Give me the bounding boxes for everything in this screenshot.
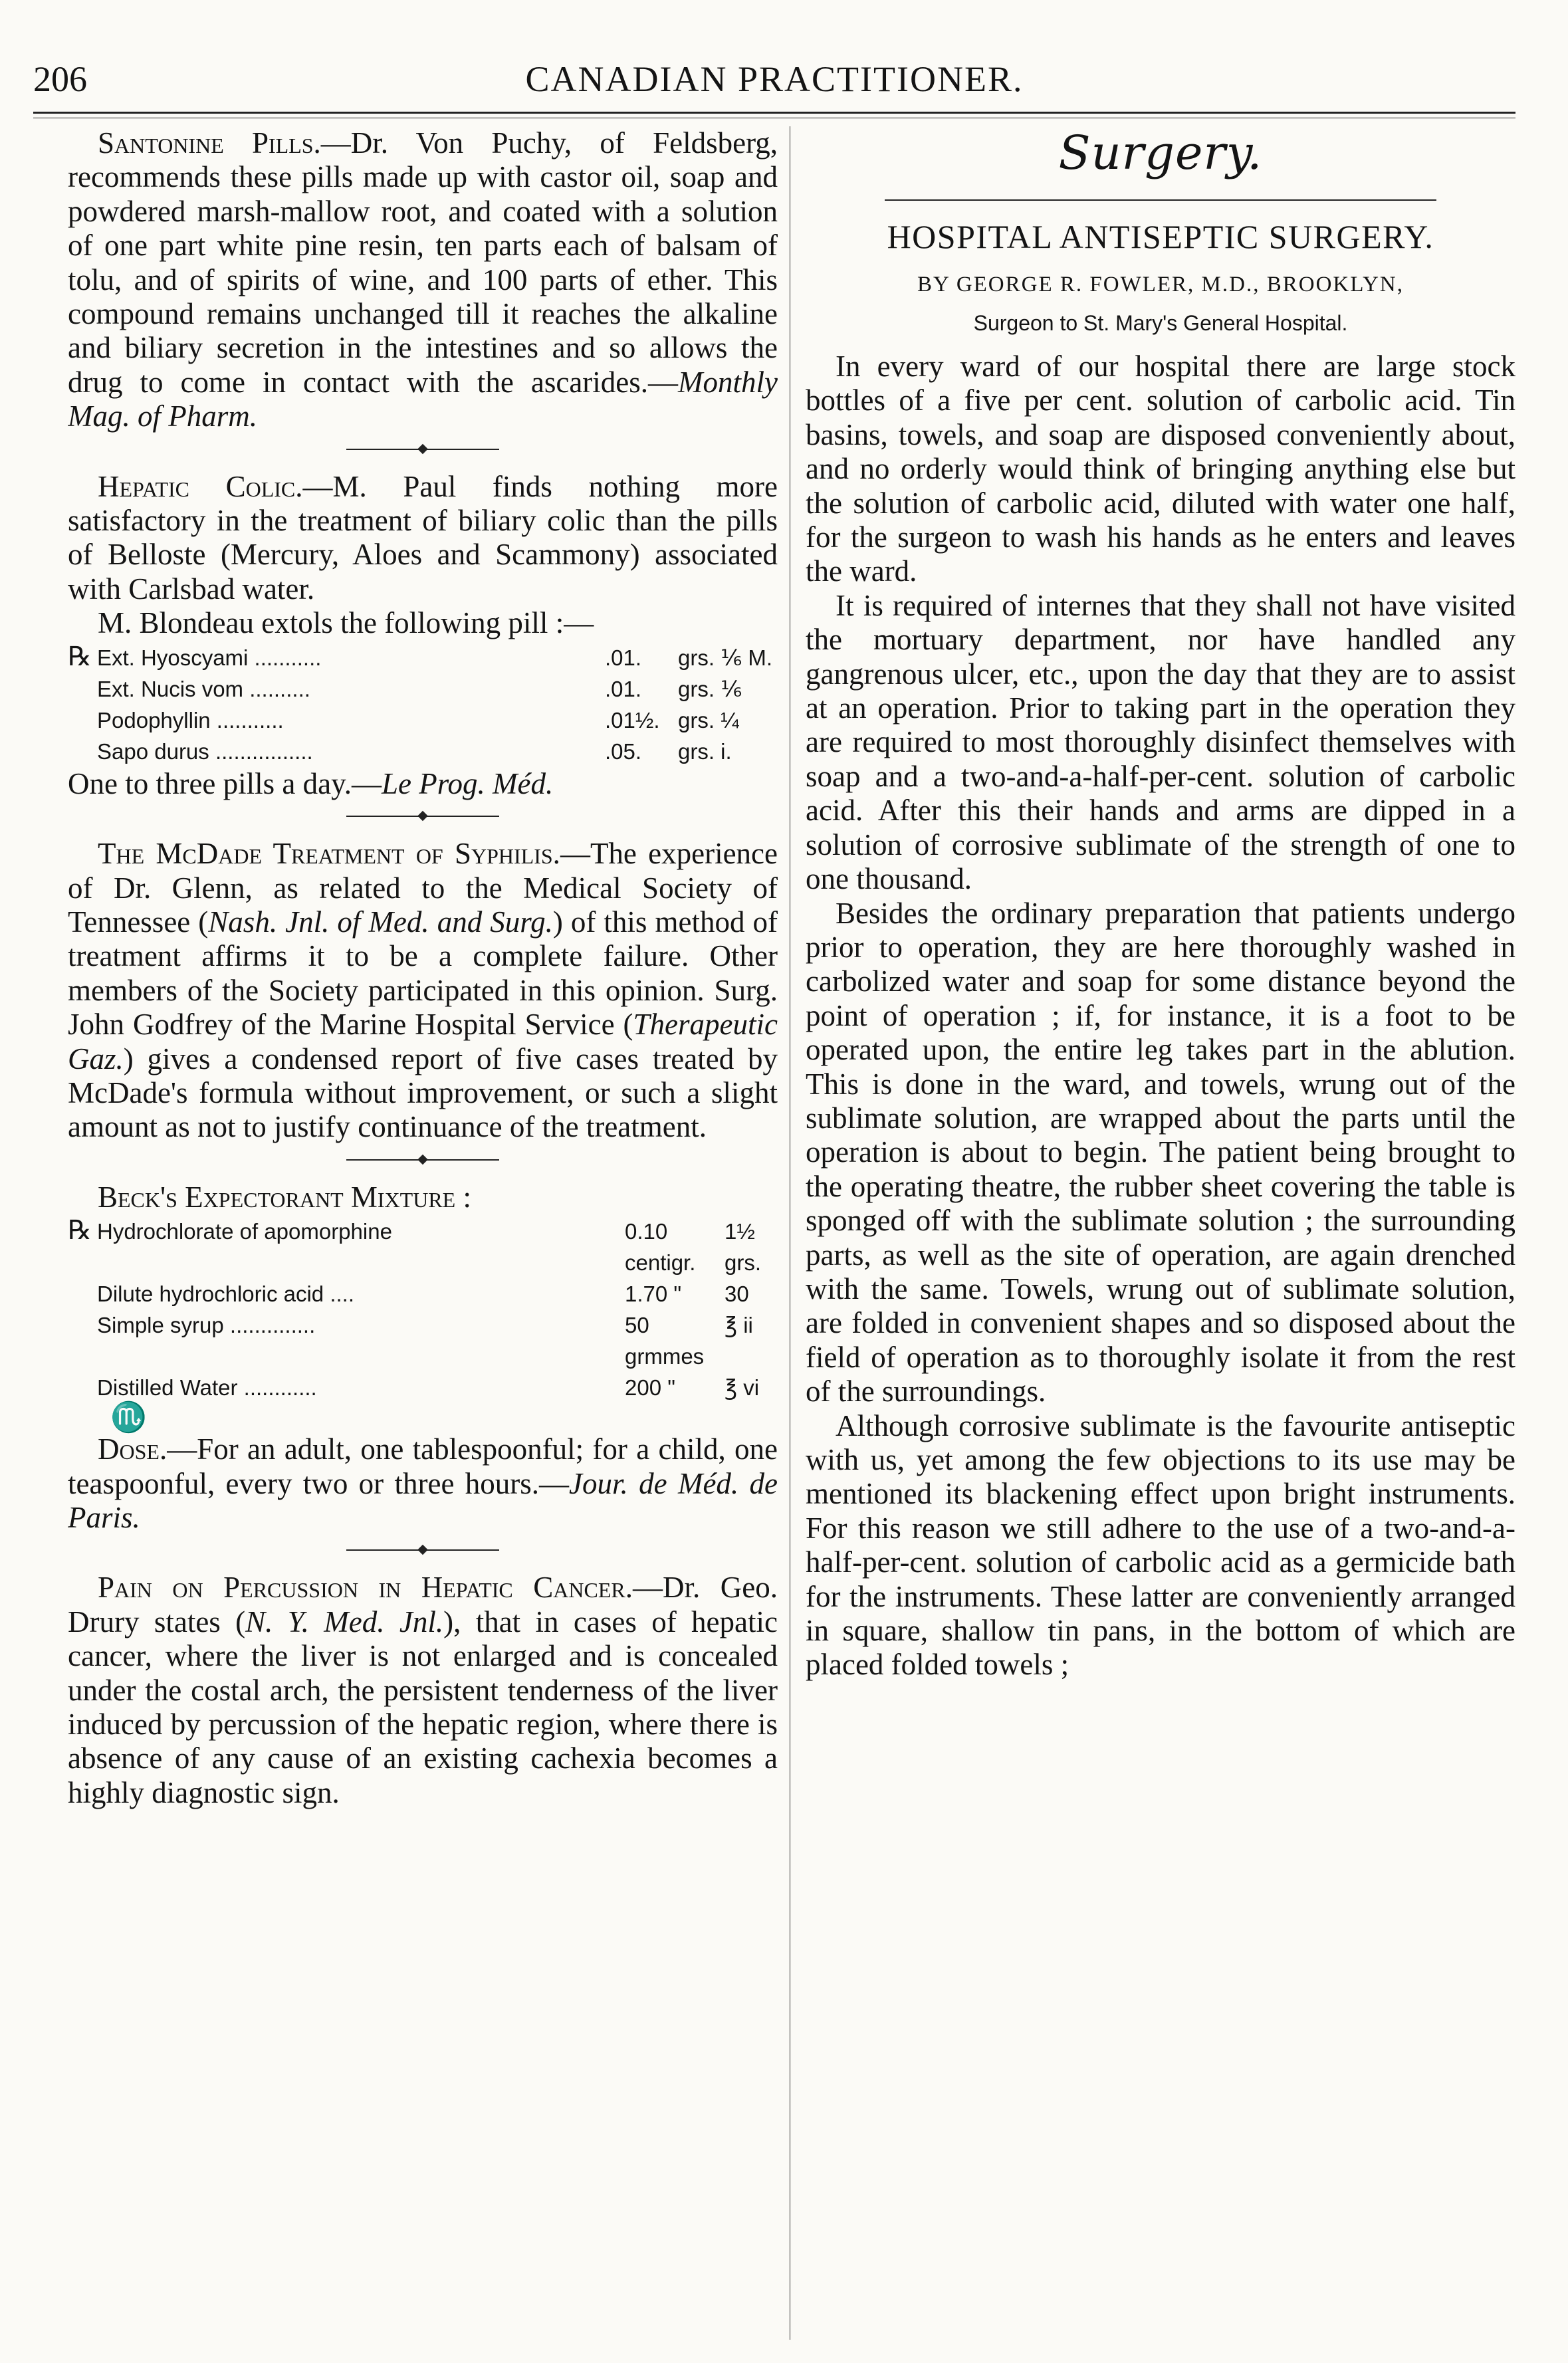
hepatic-colic-article xyxy=(68,470,778,607)
ingredient-grains: grs. i. xyxy=(678,738,732,764)
ingredient-name: Hydrochlorate of apomorphine xyxy=(97,1219,392,1244)
left-column xyxy=(68,126,778,2340)
ingredient-name: Sapo durus ................ xyxy=(97,738,313,764)
ingredient-amount: 1.70 " xyxy=(625,1282,682,1307)
page-number: 206 xyxy=(33,59,87,99)
paragraph: Besides the ordinary preparation that patients undergo prior to operation, they are here thoroughly washed in carbolized water and soap for some distance beyond the point of operation ; if, for instance, it is a foot to be operated upon, the entire leg takes part in the ablution. This is done in the ward, and towels, wrung out of the sublimate solution, are wrapped about the parts until the operation is about to begin. The patient being brought to the operating theatre, the rubber sheet covering the table is sponged off with the sublimate solution ; the surrounding parts, as well as the site of operation, are again drenched with the same. Towels, wrung out of sublimate solution, are folded in convenient shapes and so disposed about the field of operation as to thoroughly isolate it from the rest of the surroundings. xyxy=(806,896,1515,1408)
blondeau-line: M. Blondeau extols the following pill :— xyxy=(98,606,594,640)
header-rule xyxy=(33,112,1515,114)
ingredient-name: Ext. Hyoscyami ........... xyxy=(97,645,322,670)
beck-formula xyxy=(68,1214,778,1403)
page-header xyxy=(33,58,1515,105)
ingredient-grains: ℥ vi xyxy=(725,1375,760,1401)
article-heading: Hepatic Colic. xyxy=(98,469,303,503)
article-source: N. Y. Med. Jnl. xyxy=(245,1605,444,1638)
ingredient-name: Dilute hydrochloric acid .... xyxy=(97,1282,355,1307)
affiliation: Surgeon to St. Mary's General Hospital. xyxy=(973,311,1348,335)
paragraph: In every ward of our hospital there are large stock bottles of a five per cent. solution of carbolic acid. Tin basins, towels, and soap are disposed conveniently about, and no orderly would think of bringing anything else but the solution of carbolic acid, diluted with water one half, for the surgeon to wash his hands as he enters and leaves the ward. xyxy=(806,350,1515,588)
ingredient-amount: 50 grmmes xyxy=(625,1313,705,1369)
formula-row xyxy=(68,641,778,673)
ingredient-amount: .01. xyxy=(605,676,642,701)
formula-row xyxy=(68,1372,778,1403)
section-title: Surgery. xyxy=(1058,126,1263,180)
article-source: Therapeutic Gaz. xyxy=(68,1008,778,1075)
ingredient-grains: grs. ¼ xyxy=(678,707,739,732)
formula-row xyxy=(68,736,778,767)
recipe-symbol: ℞ xyxy=(68,641,92,671)
beck-dose: Dose.—For an adult, one tablespoonful; for a child, one teaspoonful, every two or three hours.—Jour. de Méd. de Paris. xyxy=(68,1432,778,1534)
beck-heading: Beck's Expectorant Mixture : xyxy=(98,1180,471,1214)
minim-symbol: ♏ xyxy=(110,1401,147,1434)
article-body: —M. Paul finds nothing more satisfactory in the treatment of biliary colic than the pills of Belloste (Mercury, Aloes and Scammony) associated with Carlsbad water. xyxy=(68,469,778,606)
article-source: Nash. Jnl. of Med. and Surg. xyxy=(208,905,553,939)
article-title: HOSPITAL ANTISEPTIC SURGERY. xyxy=(887,218,1434,255)
article-heading: The McDade Treatment of Syphilis. xyxy=(98,837,560,871)
ingredient-amount: 0.10 centigr. xyxy=(625,1219,696,1276)
article-body: —Dr. Von Puchy, of Feldsberg, recommends these pills made up with castor oil, soap and powdered marsh-mallow root, and coated with a solution of one part white pine resin, ten parts each of balsam of tolu, and of spirits of wine, and 100 parts of ether. This compound remains unchanged till it reaches the alkaline and biliary secretion in the intestines and so allows the drug to come in contact with the ascarides.— xyxy=(68,126,778,399)
ingredient-name: Podophyllin ........... xyxy=(97,707,284,732)
article-heading: Santonine Pills. xyxy=(98,126,321,160)
separator xyxy=(346,1159,499,1161)
journal-title: CANADIAN PRACTITIONER. xyxy=(525,59,1024,99)
article-source: Jour. de Méd. de Paris. xyxy=(68,1466,778,1534)
formula-row xyxy=(68,1214,778,1278)
dose-line: One to three pills a day.—Le Prog. Méd. xyxy=(68,766,554,800)
separator xyxy=(346,816,499,817)
santonine-article xyxy=(68,126,778,434)
ingredient-amount: .05. xyxy=(605,738,642,764)
article-source: Monthly Mag. of Pharm. xyxy=(68,365,778,433)
right-column xyxy=(806,126,1515,2340)
byline: BY GEORGE R. FOWLER, M.D., BROOKLYN, xyxy=(917,273,1404,296)
mcdade-article: The McDade Treatment of Syphilis.—The experience of Dr. Glenn, as related to the Medical Society of Tennessee (Nash. Jnl. of Med. and Surg.) of this method of treatment affirms it to be a complete failure. Other members of the Society participated in this opinion. Surg. John Godfrey of the Marine Hospital Service (Therapeutic Gaz.) gives a condensed report of five cases treated by McDade's formula without improvement, or such a slight amount as not to justify continuance of the treatment. xyxy=(68,837,778,1144)
article-heading: Pain on Percussion in Hepatic Cancer. xyxy=(98,1571,633,1605)
ingredient-grains: grs. ⅙ M. xyxy=(678,645,772,670)
ingredient-amount: .01½. xyxy=(605,707,660,732)
separator xyxy=(346,449,499,450)
formula-row xyxy=(68,1309,778,1372)
ingredient-amount: 200 " xyxy=(625,1375,675,1401)
formula-row xyxy=(68,673,778,705)
ingredient-grains: ℥ ii xyxy=(725,1313,753,1338)
ingredient-grains: grs. ⅙ xyxy=(678,676,742,701)
ingredient-name: Ext. Nucis vom .......... xyxy=(97,676,310,701)
hepatic-cancer-article: Pain on Percussion in Hepatic Cancer.—Dr. Geo. Drury states (N. Y. Med. Jnl.), that in cases of hepatic cancer, where the liver is not enlarged and is concealed under the costal arch, the persistent tenderness of the liver induced by percussion of the hepatic region, where there is absence of any cause of an existing cachexia becomes a highly diagnostic sign. xyxy=(68,1571,778,1809)
recipe-symbol: ℞ xyxy=(68,1215,92,1246)
ingredient-grains: 30 xyxy=(725,1282,749,1307)
formula-row xyxy=(68,1278,778,1309)
ingredient-amount: .01. xyxy=(605,645,642,670)
blondeau-formula xyxy=(68,641,778,767)
article-source: Le Prog. Méd. xyxy=(381,766,554,800)
ingredient-grains: 1½ grs. xyxy=(725,1219,762,1276)
paragraph: Although corrosive sublimate is the favourite antiseptic with us, yet among the few objections to its use may be mentioned its blackening effect upon bright instruments. For this reason we still adhere to the use of a two-and-a-half-per-cent. solution of carbolic acid as a germicide bath for the instruments. These latter are conveniently arranged in square, shallow tin pans, in the bottom of which are placed folded towels ; xyxy=(806,1408,1515,1682)
title-rule xyxy=(885,199,1436,201)
formula-row xyxy=(68,705,778,736)
ingredient-name: Distilled Water ............ xyxy=(97,1375,317,1401)
separator xyxy=(346,1549,499,1551)
paragraph: It is required of internes that they shall not have visited the mortuary department, nor have handled any gangrenous ulcer, etc., upon the day that they are to assist at an operation. Prior to taking part in the operation they are required to most thoroughly disinfect themselves with soap and a two-and-a-half-per-cent. solution of carbolic acid. After this their hands and arms are dipped in a solution of corrosive sublimate of the strength of one to one thousand. xyxy=(806,588,1515,896)
dose-heading: Dose. xyxy=(98,1432,168,1466)
ingredient-name: Simple syrup .............. xyxy=(97,1313,316,1338)
